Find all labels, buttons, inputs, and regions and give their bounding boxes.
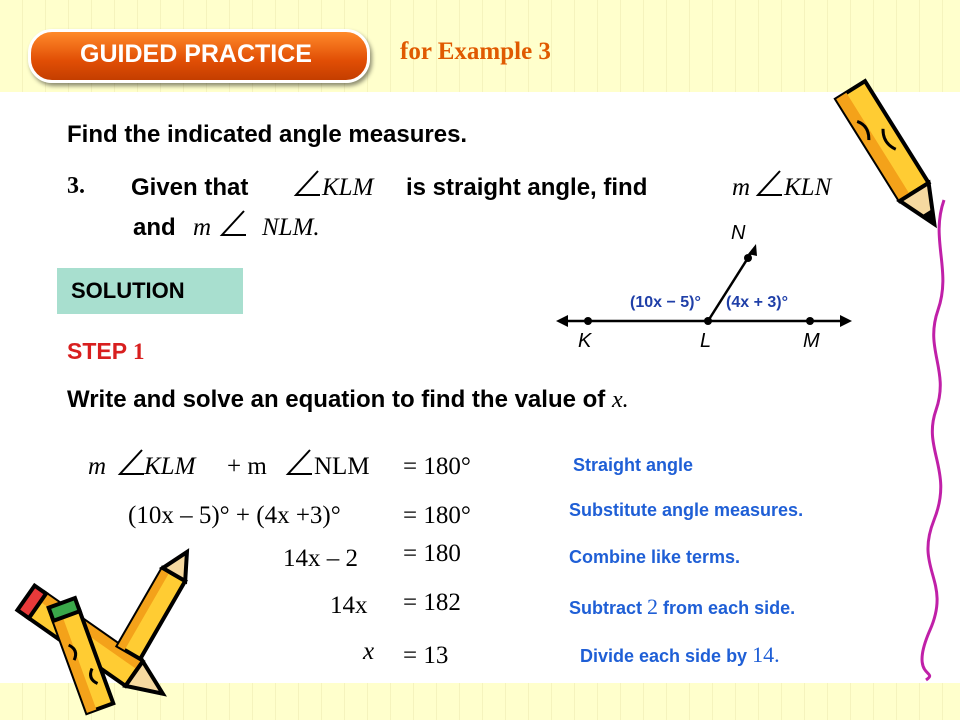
figure-left-angle-expression: (10x − 5)° — [630, 294, 701, 311]
eq5-lhs: x — [363, 638, 375, 665]
eq4-note-text-b: from each side. — [663, 598, 796, 618]
point-k — [584, 317, 592, 325]
step-variable: x. — [611, 387, 629, 413]
guided-practice-label: GUIDED PRACTICE — [80, 40, 312, 68]
solution-label: SOLUTION — [71, 278, 185, 303]
step-label: STEP — [67, 338, 127, 364]
figure-label-k: K — [578, 330, 592, 352]
figure-label-l: L — [700, 330, 712, 352]
eq2-note: Substitute angle measures. — [569, 500, 804, 520]
arrow-up-icon — [748, 244, 757, 256]
eq4-lhs: 14x — [330, 592, 368, 619]
step-number: 1 — [133, 339, 145, 364]
step-description-text: Write and solve an equation to find the value of — [67, 386, 606, 413]
angle-symbol-icon — [284, 447, 314, 477]
figure-label-n: N — [731, 222, 746, 244]
measure-m-label: m — [193, 214, 212, 241]
instruction-text: Find the indicated angle measures. — [67, 121, 468, 148]
eq1-plus-m: + m — [227, 453, 267, 480]
problem-straight-text: is straight angle, find — [406, 174, 648, 201]
eq2-lhs: (10x – 5)° + (4x +3)° — [128, 502, 341, 529]
angle-kln-label: KLN — [784, 174, 832, 201]
step-heading — [67, 338, 145, 365]
eq1-angle-klm: KLM — [144, 453, 196, 480]
eq4-note-number: 2 — [647, 594, 659, 619]
eq3-rhs: = 180 — [403, 540, 461, 567]
eq1-m: m — [88, 453, 107, 480]
problem-and-text: and — [133, 214, 176, 241]
point-n — [744, 254, 752, 262]
eq5-rhs: = 13 — [403, 642, 449, 669]
eq4-note — [569, 594, 795, 620]
eq1-note: Straight angle — [573, 455, 694, 475]
arrow-left-icon — [556, 315, 568, 327]
eq3-lhs: 14x – 2 — [283, 545, 358, 572]
angle-symbol-icon — [292, 168, 322, 198]
eq2-rhs: = 180° — [403, 502, 471, 529]
pencils-clipart-icon — [0, 570, 200, 700]
eq1-angle-nlm: NLM — [314, 453, 370, 480]
angle-klm-label: KLM — [322, 174, 374, 201]
angle-nlm-label: NLM. — [262, 214, 320, 241]
measure-m-label: m — [732, 174, 751, 201]
angle-symbol-icon — [116, 447, 146, 477]
figure-right-angle-expression: (4x + 3)° — [726, 294, 788, 311]
pencil-clipart-icon — [838, 88, 956, 228]
step-description — [67, 386, 629, 414]
arrow-right-icon — [840, 315, 852, 327]
eq5-note-text-a: Divide each side by — [580, 646, 748, 666]
eq4-note-text-a: Subtract — [569, 598, 643, 618]
angle-symbol-icon — [218, 208, 248, 238]
eq1-rhs: = 180° — [403, 453, 471, 480]
eq5-note-number: 14. — [752, 642, 780, 667]
problem-given-text: Given that — [131, 174, 249, 201]
eq5-note — [580, 642, 780, 668]
point-m — [806, 317, 814, 325]
eq3-note: Combine like terms. — [569, 547, 741, 567]
decorative-wavy-line — [900, 200, 960, 680]
example-reference: for Example 3 — [400, 38, 551, 65]
eq4-rhs: = 182 — [403, 589, 461, 616]
figure-label-m: M — [803, 330, 820, 352]
problem-number: 3. — [67, 173, 85, 199]
point-l — [704, 317, 712, 325]
angle-symbol-icon — [754, 168, 784, 198]
